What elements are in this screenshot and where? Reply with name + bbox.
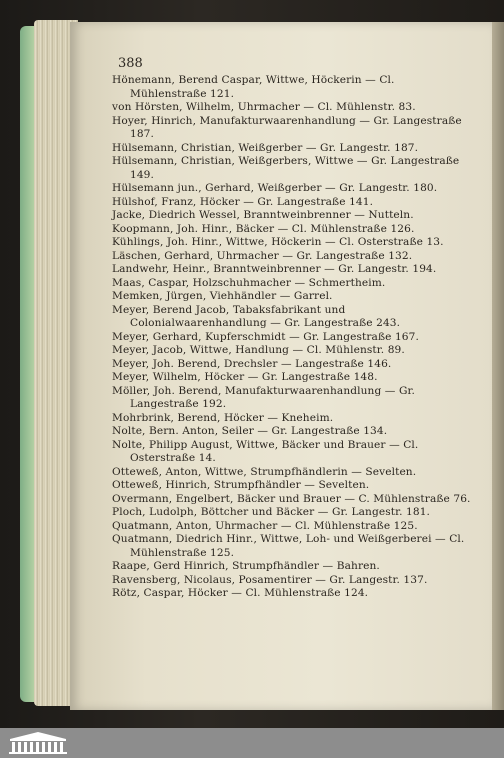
- page-number: 388: [118, 56, 143, 71]
- directory-entry: Läschen, Gerhard, Uhrmacher — Gr. Langestraße 132.: [112, 249, 413, 262]
- directory-entry: Koopmann, Joh. Hinr., Bäcker — Cl. Mühlenstraße 126.: [112, 222, 415, 235]
- directory-entry: Overmann, Engelbert, Bäcker und Brauer — C. Mühlenstraße 76.: [112, 492, 471, 505]
- directory-entry: Mohrbrink, Berend, Höcker — Kneheim.: [112, 411, 334, 424]
- directory-entry: von Hörsten, Wilhelm, Uhrmacher — Cl. Mühlenstr. 83.: [112, 101, 416, 113]
- directory-entry: Meyer, Gerhard, Kupferschmidt — Gr. Langestraße 167.: [112, 330, 419, 343]
- directory-entry: Rötz, Caspar, Höcker — Cl. Mühlenstraße 124.: [112, 587, 369, 599]
- directory-entry: Quatmann, Diedrich Hinr., Wittwe, Loh- und Weißgerberei — Cl. Mühlenstraße 125.: [112, 533, 465, 559]
- directory-entry: Nolte, Philipp August, Wittwe, Bäcker und Brauer — Cl. Osterstraße 14.: [112, 438, 419, 464]
- library-building-logo-icon: [6, 731, 70, 755]
- directory-entry: Quatmann, Anton, Uhrmacher — Cl. Mühlenstraße 125.: [112, 519, 418, 532]
- directory-entry: Hönemann, Berend Caspar, Wittwe, Höckerin — Cl. Mühlenstraße 121.: [112, 74, 395, 100]
- directory-entry: Ravensberg, Nicolaus, Posamentirer — Gr. Langestr. 137.: [112, 573, 428, 586]
- directory-entry: Kühlings, Joh. Hinr., Wittwe, Höckerin — Cl. Osterstraße 13.: [112, 236, 444, 248]
- directory-entry: Maas, Caspar, Holzschuhmacher — Schmertheim.: [112, 276, 386, 289]
- directory-entry: Meyer, Wilhelm, Höcker — Gr. Langestraße 148.: [112, 371, 378, 383]
- viewer-footer-bar: [0, 728, 504, 758]
- directory-entry: Hülsemann, Christian, Weißgerber — Gr. Langestr. 187.: [112, 141, 419, 154]
- directory-entry: Möller, Joh. Berend, Manufakturwaarenhandlung — Gr. Langestraße 192.: [112, 384, 415, 410]
- directory-entry: Hülsemann, Christian, Weißgerbers, Wittwe — Gr. Langestraße 149.: [112, 155, 460, 181]
- directory-entry: Nolte, Bern. Anton, Seiler — Gr. Langestraße 134.: [112, 425, 388, 437]
- directory-entry: Raape, Gerd Hinrich, Strumpfhändler — Bahren.: [112, 560, 380, 572]
- directory-entry: Otteweß, Hinrich, Strumpfhändler — Sevelten.: [112, 479, 370, 491]
- directory-entry: Hoyer, Hinrich, Manufakturwaarenhandlung — Gr. Langestraße 187.: [112, 114, 462, 140]
- directory-entry: Hülsemann jun., Gerhard, Weißgerber — Gr. Langestr. 180.: [112, 182, 438, 194]
- directory-entry: Jacke, Diedrich Wessel, Branntweinbrenner — Nutteln.: [112, 209, 414, 221]
- directory-entry: Landwehr, Heinr., Branntweinbrenner — Gr. Langestr. 194.: [112, 263, 437, 275]
- directory-entry: Meyer, Berend Jacob, Tabaksfabrikant und Colonialwaarenhandlung — Gr. Langestraße 243.: [112, 303, 401, 329]
- directory-entries: [112, 74, 472, 601]
- directory-entry: Memken, Jürgen, Viehhändler — Garrel.: [112, 290, 333, 302]
- directory-entry: Meyer, Jacob, Wittwe, Handlung — Cl. Mühlenstr. 89.: [112, 344, 405, 356]
- directory-entry: Hülshof, Franz, Höcker — Gr. Langestraße 141.: [112, 195, 374, 208]
- directory-entry: Ploch, Ludolph, Böttcher und Bäcker — Gr. Langestr. 181.: [112, 506, 431, 518]
- directory-entry: Otteweß, Anton, Wittwe, Strumpfhändlerin — Sevelten.: [112, 465, 417, 478]
- page-gutter-shadow: [492, 22, 504, 710]
- directory-entry: Meyer, Joh. Berend, Drechsler — Langestraße 146.: [112, 357, 392, 370]
